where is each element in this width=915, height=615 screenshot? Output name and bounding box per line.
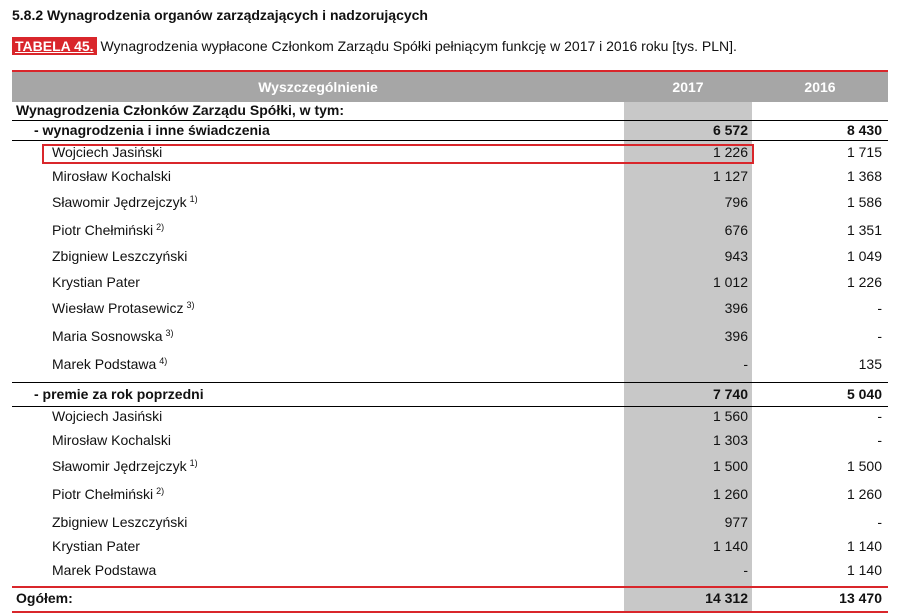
highlight-box — [42, 144, 754, 164]
row-label — [34, 122, 270, 138]
row-divider — [12, 406, 888, 407]
row-name: Mirosław Kochalski — [52, 432, 172, 448]
table-label: TABELA 45. — [12, 37, 97, 55]
value-2016: 8 430 — [846, 122, 882, 138]
row-name: Maria Sosnowska — [52, 328, 163, 344]
row-label — [52, 514, 187, 530]
value-2017: 1 560 — [712, 408, 748, 424]
value-2017: 396 — [724, 328, 748, 344]
value-2016: 1 049 — [846, 248, 882, 264]
value-2017: 676 — [724, 222, 748, 238]
value-2016: - — [877, 408, 882, 424]
value-2017: 1 260 — [712, 486, 748, 502]
value-2016: 1 586 — [846, 194, 882, 210]
value-2017: 1 127 — [712, 168, 748, 184]
row-name: Zbigniew Leszczyński — [52, 248, 188, 264]
value-2016: 135 — [858, 356, 882, 372]
value-2016: - — [877, 328, 882, 344]
row-label — [52, 432, 171, 448]
table-caption — [12, 38, 737, 54]
row-name: Zbigniew Leszczyński — [52, 514, 188, 530]
value-2016: 1 368 — [846, 168, 882, 184]
row-divider — [12, 586, 888, 588]
value-2016: 13 470 — [839, 590, 882, 606]
value-2017: 1 226 — [712, 144, 748, 160]
remuneration-table — [12, 70, 888, 606]
value-2016: 1 260 — [846, 486, 882, 502]
row-label — [52, 194, 198, 210]
value-2017: 796 — [724, 194, 748, 210]
footnote-marker: 3) — [186, 300, 195, 310]
value-2017: 14 312 — [705, 590, 748, 606]
row-name: Marek Podstawa — [52, 356, 157, 372]
value-2016: 5 040 — [846, 386, 882, 402]
row-name: Marek Podstawa — [52, 562, 157, 578]
row-name: Mirosław Kochalski — [52, 168, 172, 184]
row-label — [52, 562, 156, 578]
footnote-marker: 1) — [189, 458, 198, 468]
value-2017: 7 740 — [712, 386, 748, 402]
value-2017: 977 — [724, 514, 748, 530]
row-label — [34, 386, 204, 402]
footnote-marker: 3) — [165, 328, 174, 338]
value-2017: 396 — [724, 300, 748, 316]
header-description: Wyszczególnienie — [258, 79, 378, 95]
row-name: Krystian Pater — [52, 538, 140, 554]
row-name: Sławomir Jędrzejczyk — [52, 458, 187, 474]
value-2016: - — [877, 432, 882, 448]
row-label — [52, 408, 162, 424]
value-2016: 1 140 — [846, 562, 882, 578]
value-2016: - — [877, 300, 882, 316]
table-header — [12, 70, 888, 102]
value-2016: 1 226 — [846, 274, 882, 290]
row-label — [52, 458, 198, 474]
value-2017: 943 — [724, 248, 748, 264]
section-title: 5.8.2 Wynagrodzenia organów zarządzających i nadzorujących — [12, 7, 428, 23]
row-name: Krystian Pater — [52, 274, 140, 290]
row-name: Wojciech Jasiński — [52, 144, 163, 160]
row-label — [52, 486, 164, 502]
header-2016: 2016 — [804, 79, 836, 95]
footnote-marker: 1) — [189, 194, 198, 204]
row-label — [52, 538, 140, 554]
row-name: Wojciech Jasiński — [52, 408, 163, 424]
row-label — [52, 274, 140, 290]
row-name: Ogółem: — [16, 590, 73, 606]
value-2017: 1 500 — [712, 458, 748, 474]
row-divider — [12, 140, 888, 141]
header-2017: 2017 — [672, 79, 704, 95]
value-2017: - — [743, 562, 748, 578]
row-label — [52, 248, 187, 264]
value-2017: 1 303 — [712, 432, 748, 448]
row-divider — [12, 382, 888, 383]
row-label — [16, 590, 73, 606]
row-label — [16, 102, 344, 118]
value-2016: 1 500 — [846, 458, 882, 474]
footnote-marker: 4) — [159, 356, 168, 366]
footnote-marker: 2) — [156, 222, 165, 232]
row-name: Wiesław Protasewicz — [52, 300, 184, 316]
row-name: Piotr Chełmiński — [52, 486, 154, 502]
row-label — [52, 328, 174, 344]
value-2017: - — [743, 356, 748, 372]
value-2016: 1 351 — [846, 222, 882, 238]
footnote-marker: 2) — [156, 486, 165, 496]
table-caption-text: Wynagrodzenia wypłacone Członkom Zarządu Spółki pełniącym funkcję w 2017 i 2016 roku [tys. PLN]. — [96, 38, 737, 54]
row-name: - wynagrodzenia i inne świadczenia — [34, 122, 270, 138]
value-2017: 1 140 — [712, 538, 748, 554]
value-2016: 1 140 — [846, 538, 882, 554]
row-name: - premie za rok poprzedni — [34, 386, 204, 402]
row-divider — [12, 120, 888, 121]
row-name: Sławomir Jędrzejczyk — [52, 194, 187, 210]
value-2016: - — [877, 514, 882, 530]
value-2017: 1 012 — [712, 274, 748, 290]
value-2016: 1 715 — [846, 144, 882, 160]
row-divider — [12, 611, 888, 613]
value-2017: 6 572 — [712, 122, 748, 138]
row-name: Wynagrodzenia Członków Zarządu Spółki, w tym: — [16, 102, 345, 118]
row-label — [52, 168, 171, 184]
row-label — [52, 300, 195, 316]
row-label — [52, 356, 167, 372]
row-label — [52, 222, 164, 238]
row-name: Piotr Chełmiński — [52, 222, 154, 238]
